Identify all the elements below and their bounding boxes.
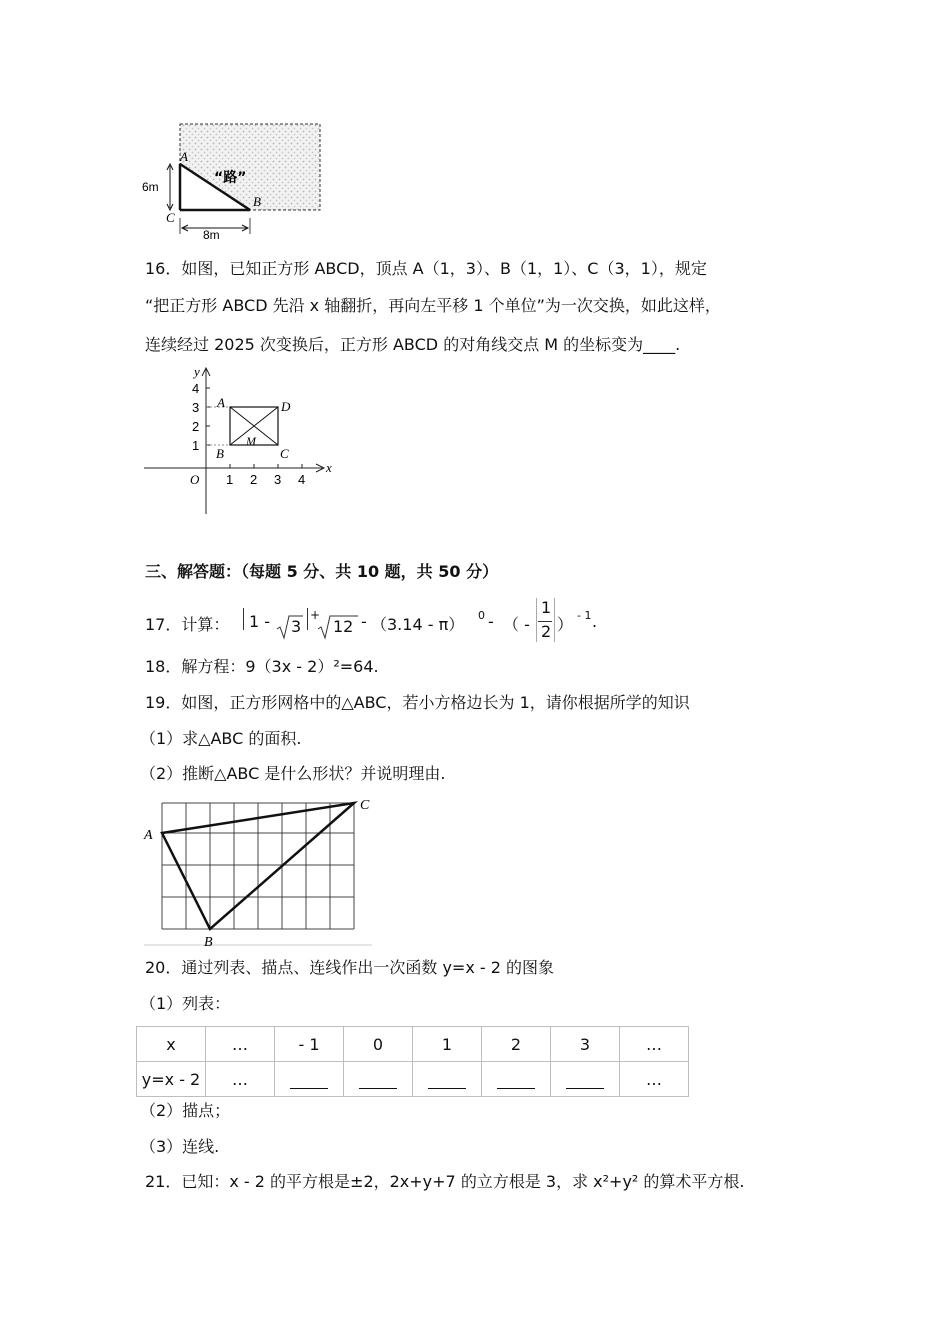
fig16-x-label: x: [326, 460, 332, 475]
table-cell: 3: [551, 1027, 620, 1062]
fig15-road-label: “路”: [214, 170, 247, 186]
table-cell-blank[interactable]: [344, 1062, 413, 1097]
fig16-y-tick: 2: [192, 419, 200, 434]
table-cell: 1: [413, 1027, 482, 1062]
fig16-y-tick: 3: [192, 400, 200, 415]
fig16-origin: O: [190, 472, 200, 487]
q19-line2: （1）求△ABC 的面积.: [140, 729, 302, 748]
q17-end: .: [592, 612, 598, 631]
frac-box-right: [554, 598, 555, 642]
answer-blank[interactable]: [497, 1070, 535, 1089]
square-coordinate-figure: [140, 362, 340, 517]
answer-blank[interactable]: [359, 1070, 397, 1089]
q18-text: 18．解方程：9（3x - 2）²=64.: [145, 657, 379, 676]
table-row: [137, 1027, 689, 1062]
fig16-label-d: D: [281, 399, 291, 414]
q17-expression: [145, 598, 665, 642]
fig16-x-tick: 4: [298, 472, 306, 487]
q17-prefix: 17．计算：: [145, 615, 230, 634]
q16-line2: “把正方形 ABCD 先沿 x 轴翻折，再向左平移 1 个单位”为一次交换，如此这样，: [145, 296, 721, 315]
table-cell: …: [206, 1027, 275, 1062]
q19-line1: 19．如图，正方形网格中的△ABC，若小方格边长为 1，请你根据所学的知识: [145, 693, 690, 712]
q20-line4: （3）连线.: [140, 1137, 220, 1156]
table-cell-blank[interactable]: [482, 1062, 551, 1097]
q17-minus1: -: [361, 612, 367, 631]
fig16-x-tick: 1: [226, 472, 234, 487]
table-row: [137, 1062, 689, 1097]
value-table: [136, 1026, 689, 1097]
q21-text: 21．已知：x - 2 的平方根是±2，2x+y+7 的立方根是 3，求 x²+y² 的算术平方根.: [145, 1172, 745, 1191]
q20-line2: （1）列表：: [140, 994, 231, 1013]
table-cell: …: [620, 1027, 689, 1062]
q17-paren: （3.14 - π）: [371, 615, 465, 634]
grid-triangle-figure: [140, 795, 380, 950]
answer-blank[interactable]: [290, 1070, 328, 1089]
table-cell: …: [620, 1062, 689, 1097]
answer-blank[interactable]: [428, 1070, 466, 1089]
q17-plus: +: [310, 608, 321, 622]
q20-line1: 20．通过列表、描点、连线作出一次函数 y=x - 2 的图象: [145, 958, 555, 977]
q17-paren2-open: （ -: [503, 615, 530, 634]
fig16-x-tick: 3: [274, 472, 282, 487]
fig15-label-a: A: [180, 149, 188, 164]
q17-minus2: -: [488, 612, 494, 631]
road-figure: [140, 118, 330, 240]
fig16-y-label: y: [194, 364, 200, 379]
q19-line3: （2）推断△ABC 是什么形状？并说明理由.: [140, 764, 446, 783]
abs-bar-right: [307, 608, 308, 630]
fig16-label-c: C: [280, 446, 289, 461]
q20-line3: （2）描点；: [140, 1101, 231, 1120]
table-cell-blank[interactable]: [275, 1062, 344, 1097]
section3-title: 三、解答题：（每题 5 分、共 10 题，共 50 分）: [145, 562, 499, 581]
fig16-label-b: B: [216, 446, 224, 461]
q17-sqrt3: 3: [291, 617, 302, 636]
table-cell: …: [206, 1062, 275, 1097]
fig15-label-b: B: [253, 194, 261, 209]
table-cell: y=x - 2: [137, 1062, 206, 1097]
fig16-y-tick: 4: [192, 381, 200, 396]
table-cell: 2: [482, 1027, 551, 1062]
frac-box-left: [536, 598, 537, 642]
fig16-label-a: A: [217, 395, 225, 410]
q17-exp-neg1: - 1: [577, 609, 592, 622]
fig15-label-c: C: [166, 210, 175, 225]
fig19-label-a: A: [144, 828, 153, 843]
frac-num: 1: [541, 598, 552, 617]
frac-den: 2: [541, 622, 552, 641]
table-cell-blank[interactable]: [551, 1062, 620, 1097]
table-cell: - 1: [275, 1027, 344, 1062]
q17-exp0: 0: [478, 609, 485, 622]
table-cell-blank[interactable]: [413, 1062, 482, 1097]
q17-abs-part: 1 -: [249, 612, 271, 631]
fig19-label-b: B: [204, 935, 213, 950]
fig16-y-tick: 1: [192, 438, 200, 453]
fig16-label-m: M: [246, 434, 256, 448]
abs-bar-left: [243, 608, 244, 630]
table-cell: x: [137, 1027, 206, 1062]
fig19-label-c: C: [360, 798, 370, 813]
fig16-x-tick: 2: [250, 472, 258, 487]
q17-paren2-close: ）: [557, 615, 574, 634]
fig15-label-8m: 8m: [203, 228, 220, 240]
answer-blank[interactable]: [566, 1070, 604, 1089]
q17-sqrt12: 12: [333, 617, 354, 636]
fig15-label-6m: 6m: [142, 180, 159, 194]
q16-line3: 连续经过 2025 次变换后，正方形 ABCD 的对角线交点 M 的坐标变为____.: [145, 335, 681, 354]
q16-line1: 16．如图，已知正方形 ABCD，顶点 A（1，3）、B（1，1）、C（3，1），规定: [145, 259, 707, 278]
table-cell: 0: [344, 1027, 413, 1062]
